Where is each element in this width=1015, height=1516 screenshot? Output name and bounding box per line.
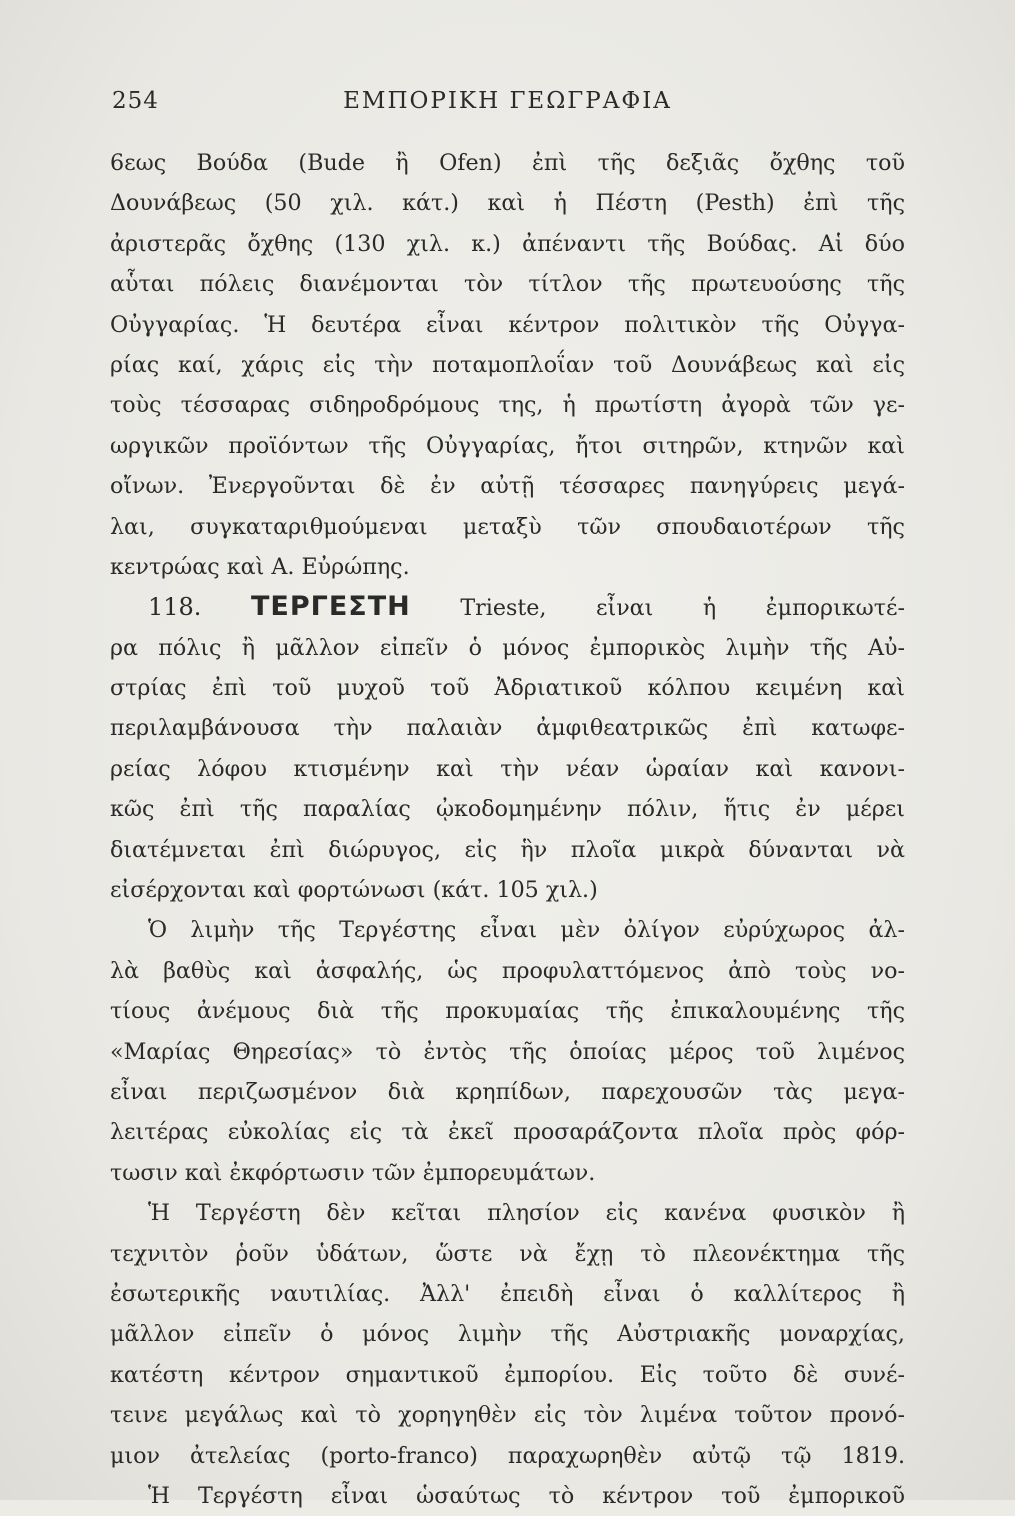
text-line: «Μαρίας Θηρεσίας» τὸ ἐντὸς τῆς ὁποίας μέρος τοῦ λιμένος <box>110 1038 905 1065</box>
text-line: τωσιν καὶ ἐκφόρτωσιν τῶν ἐμπορευμάτων. <box>110 1159 596 1186</box>
text-line: τίους ἀνέμους διὰ τῆς προκυμαίας τῆς ἐπικαλουμένης τῆς <box>110 998 905 1025</box>
text-line: ρίας καί, χάρις εἰς τὴν ποταμοπλοΐαν τοῦ Δουνάβεως καὶ εἰς <box>110 351 905 378</box>
text-line: ἐσωτερικῆς ναυτιλίας. Ἀλλ' ἐπειδὴ εἶναι ὁ καλλίτερος ἢ <box>110 1280 905 1307</box>
section-number: 118. <box>148 593 202 622</box>
section-first-line <box>110 587 905 627</box>
text-line: ρα πόλις ἢ μᾶλλον εἰπεῖν ὁ μόνος ἐμπορικὸς λιμὴν τῆς Αὐ- <box>110 634 905 661</box>
text-line: στρίας ἐπὶ τοῦ μυχοῦ τοῦ Ἀδριατικοῦ κόλπου κειμένη καὶ <box>110 675 905 702</box>
section-heading: ΤΕΡΓΕΣΤΗ <box>251 591 411 623</box>
text-line: Ὁ λιμὴν τῆς Τεργέστης εἶναι μὲν ὀλίγον εὐρύχωρος ἀλ- <box>148 917 905 944</box>
running-title: ΕΜΠΟΡΙΚΗ ΓΕΩΓΡΑΦΙΑ <box>343 88 672 114</box>
text-line: κατέστη κέντρον σημαντικοῦ ἐμπορίου. Εἰς τοῦτο δὲ συνέ- <box>110 1361 905 1388</box>
text-line: περιλαμβάνουσα τὴν παλαιὰν ἀμφιθεατρικῶς ἐπὶ κατωφε- <box>110 715 905 742</box>
text-line: κεντρώας καὶ Α. Εὐρώπης. <box>110 553 410 580</box>
text-line: οἴνων. Ἐνεργοῦνται δὲ ἐν αὐτῇ τέσσαρες πανηγύρεις μεγά- <box>110 473 905 500</box>
text-line: ἀριστερᾶς ὄχθης (130 χιλ. κ.) ἀπέναντι τῆς Βούδας. Αἱ δύο <box>110 230 905 257</box>
text-line: ρείας λόφου κτισμένην καὶ τὴν νέαν ὡραίαν καὶ κανονι- <box>110 755 905 782</box>
text-line: μιον ἀτελείας (porto-franco) παραχωρηθὲν αὐτῷ τῷ 1819. <box>110 1442 905 1469</box>
text-line: αὗται πόλεις διανέμονται τὸν τίτλον τῆς πρωτευούσης τῆς <box>110 271 905 298</box>
section-first-line-text: Trieste, εἶναι ἡ ἐμπορικωτέ- <box>460 595 905 622</box>
text-line: Ἡ Τεργέστη δὲν κεῖται πλησίον εἰς κανένα φυσικὸν ἢ <box>148 1200 905 1227</box>
page-number: 254 <box>112 88 159 114</box>
text-line: Ἡ Τεργέστη εἶναι ὡσαύτως τὸ κέντρον τοῦ ἐμπορικοῦ <box>148 1482 905 1509</box>
text-line: τοὺς τέσσαρας σιδηροδρόμους της, ἡ πρωτίστη ἀγορὰ τῶν γε- <box>110 392 905 419</box>
text-line: λαι, συγκαταριθμούμεναι μεταξὺ τῶν σπουδαιοτέρων τῆς <box>110 513 905 540</box>
text-line: τεινε μεγάλως καὶ τὸ χορηγηθὲν εἰς τὸν λιμένα τοῦτον προνό- <box>110 1402 905 1429</box>
text-line: ωργικῶν προϊόντων τῆς Οὐγγαρίας, ἤτοι σιτηρῶν, κτηνῶν καὶ <box>110 432 905 459</box>
text-line: τεχνιτὸν ῥοῦν ὑδάτων, ὥστε νὰ ἔχῃ τὸ πλεονέκτημα τῆς <box>110 1240 905 1267</box>
text-line: μᾶλλον εἰπεῖν ὁ μόνος λιμὴν τῆς Αὐστριακῆς μοναρχίας, <box>110 1321 905 1348</box>
text-line: λὰ βαθὺς καὶ ἀσφαλής, ὡς προφυλαττόμενος ἀπὸ τοὺς νο- <box>110 957 905 984</box>
text-line: διατέμνεται ἐπὶ διώρυγος, εἰς ἣν πλοῖα μικρὰ δύνανται νὰ <box>110 836 905 863</box>
text-line: λειτέρας εὐκολίας εἰς τὰ ἐκεῖ προσαράζοντα πλοῖα πρὸς φόρ- <box>110 1119 905 1146</box>
text-line: 6εως Βούδα (Bude ἢ Ofen) ἐπὶ τῆς δεξιᾶς ὄχθης τοῦ <box>110 150 905 176</box>
text-line: εἶναι περιζωσμένον διὰ κρηπίδων, παρεχουσῶν τὰς μεγα- <box>110 1078 905 1105</box>
body-text <box>110 143 905 1516</box>
text-line: Δουνάβεως (50 χιλ. κάτ.) καὶ ἡ Πέστη (Pesth) ἐπὶ τῆς <box>110 190 905 217</box>
text-line: κῶς ἐπὶ τῆς παραλίας ᾠκοδομημένην πόλιν, ἥτις ἐν μέρει <box>110 796 905 823</box>
page-header <box>110 88 905 124</box>
text-line: εἰσέρχονται καὶ φορτώνωσι (κάτ. 105 χιλ.) <box>110 877 598 904</box>
text-line: Οὐγγαρίας. Ἡ δευτέρα εἶναι κέντρον πολιτικὸν τῆς Οὐγγα- <box>110 311 905 338</box>
